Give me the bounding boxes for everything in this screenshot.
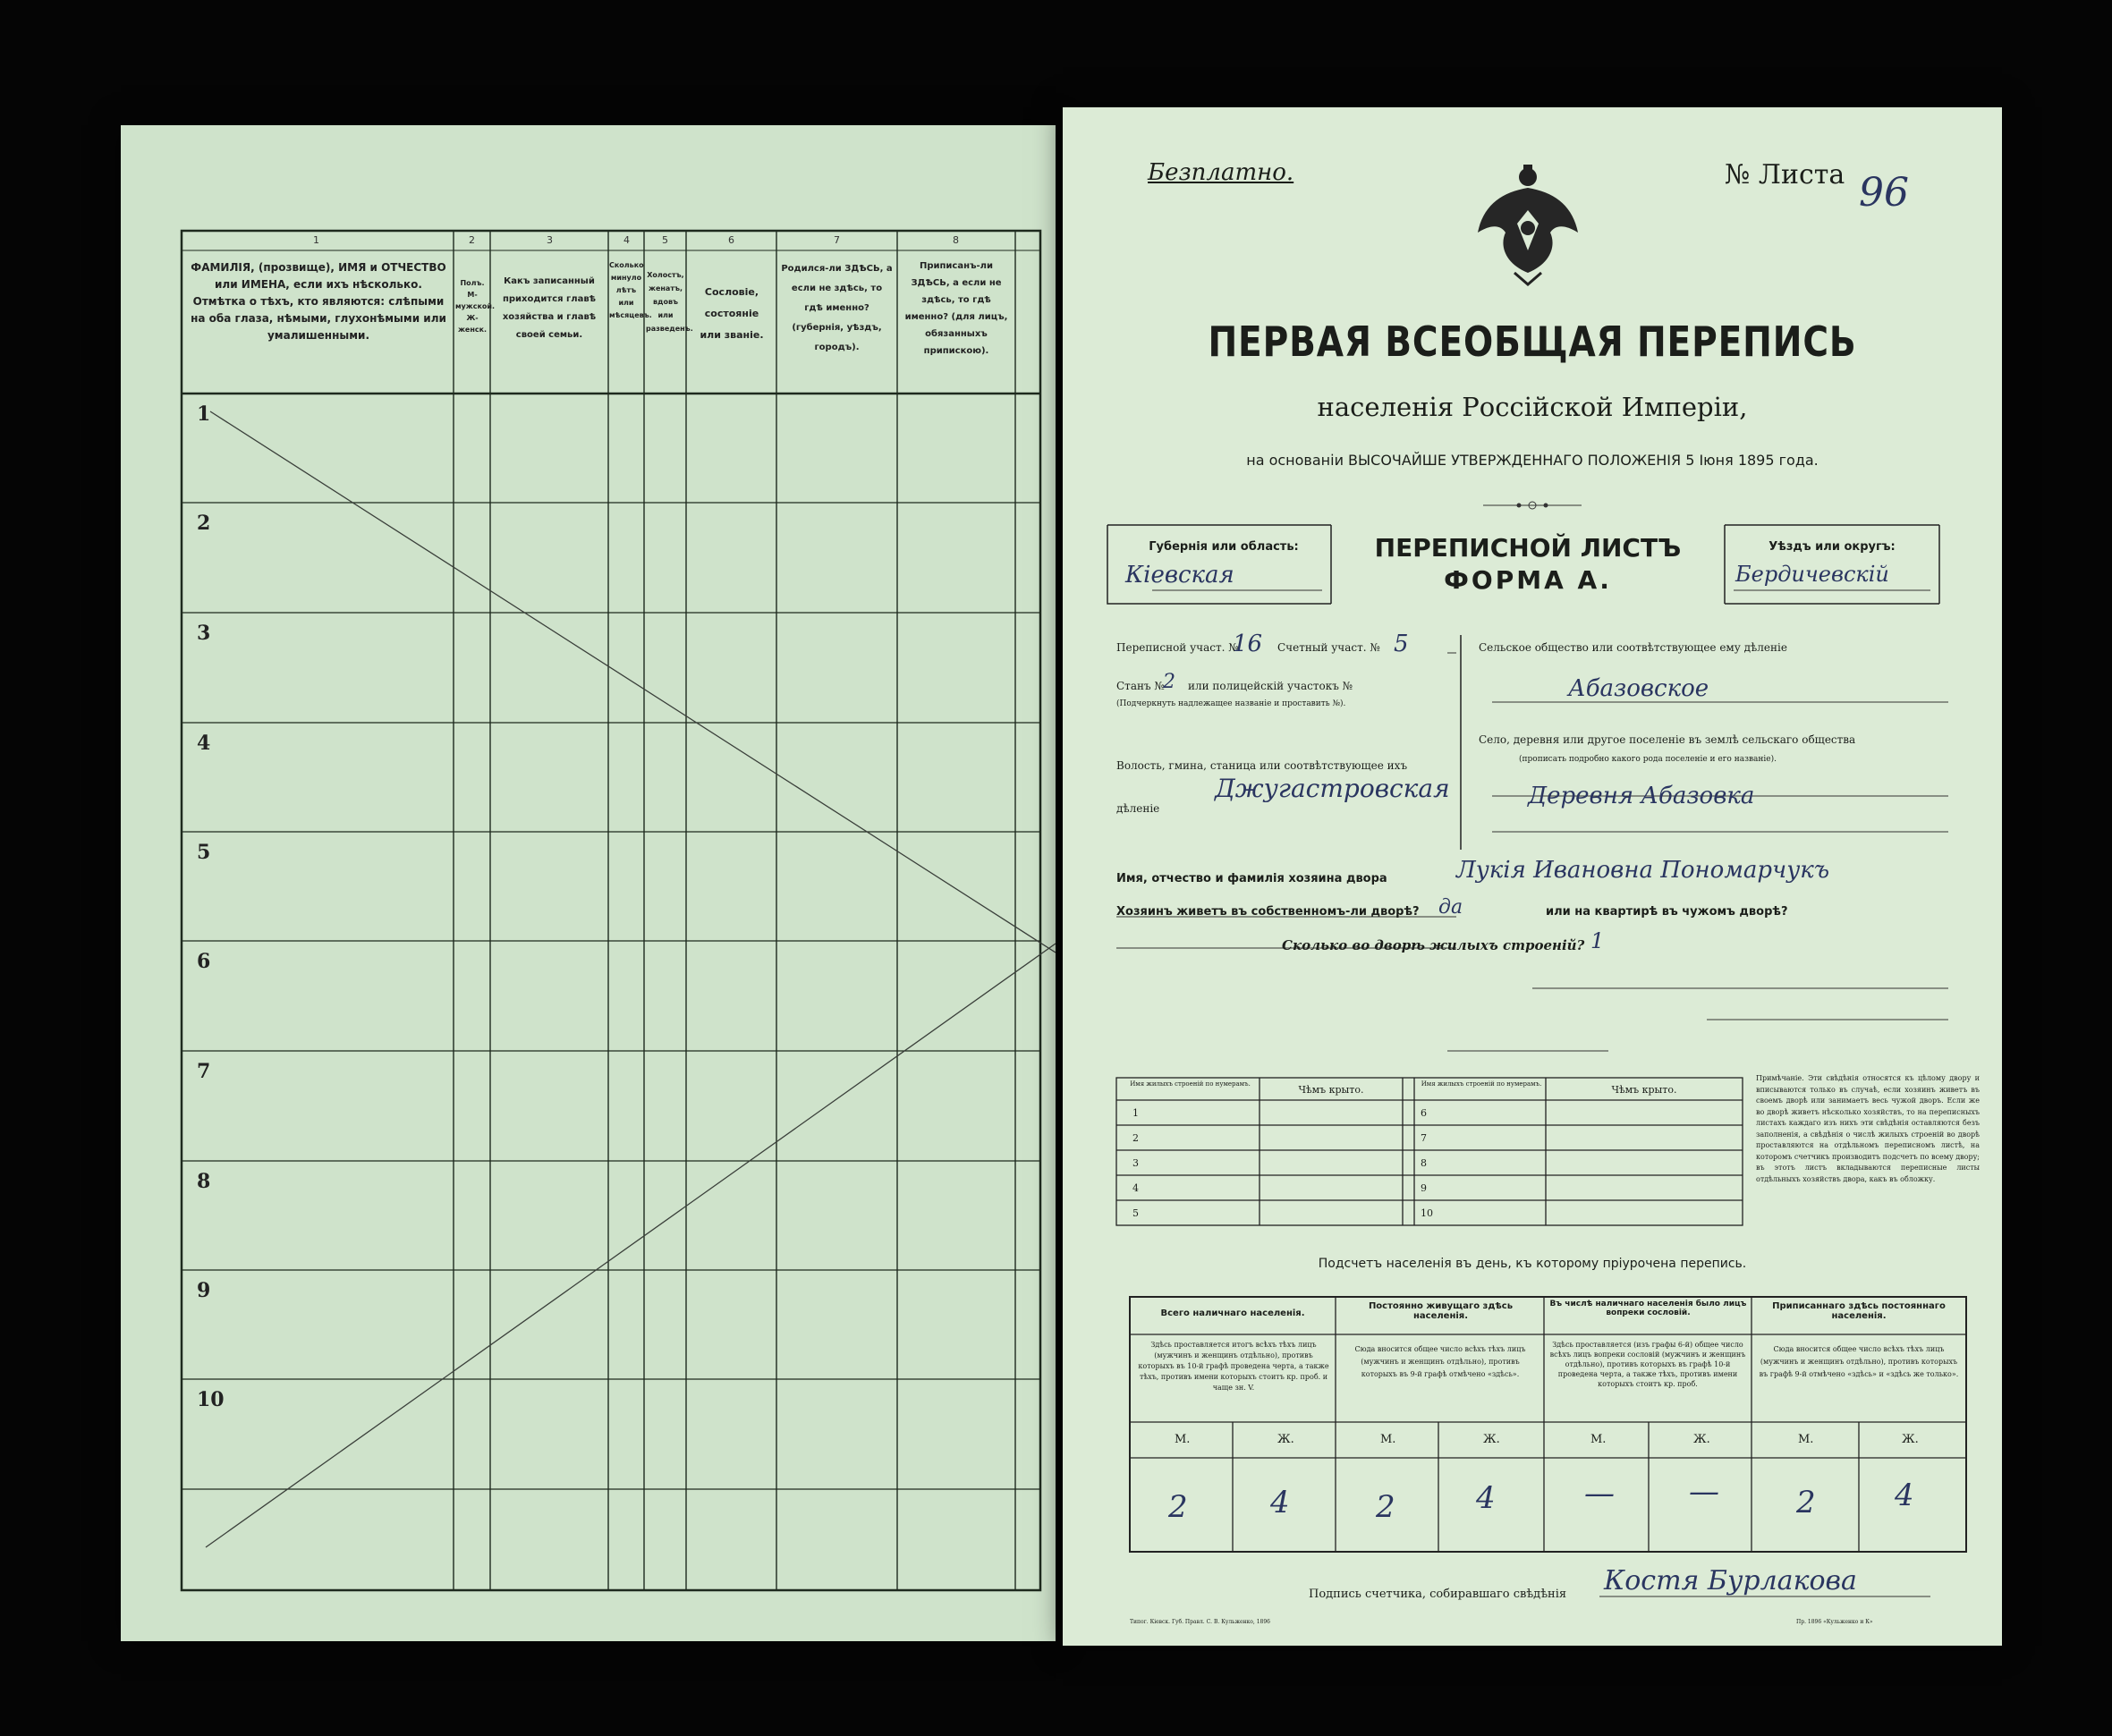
sex-m: М. bbox=[1380, 1433, 1396, 1446]
bld-col-roof: Чѣмъ крыто. bbox=[1611, 1084, 1677, 1096]
col-num-6: 6 bbox=[728, 234, 734, 246]
form-title-1: ПЕРЕПИСНОЙ ЛИСТЪ bbox=[1374, 533, 1682, 563]
header-birthplace: Родился-ли ЗДѢСЬ, а если не здѣсь, то гдѣ именно? (губернія, уѣздъ, городъ). bbox=[781, 264, 893, 352]
header-age: Сколько минуло лѣтъ или мѣсяцевъ. bbox=[609, 261, 652, 319]
tally-desc-registered: Сюда вносится общее число всѣхъ тѣхъ лицъ (мужчинъ и женщинъ отдѣльно), противъ которыхъ въ графѣ 9-й отмѣчено «здѣсь» и «здѣсь же только». bbox=[1759, 1345, 1959, 1378]
rural-value: Абазовское bbox=[1568, 675, 1709, 702]
tally-header-present: Всего наличнаго населенія. bbox=[1160, 1308, 1305, 1318]
header-sex: Полъ. М-мужской. Ж-женск. bbox=[455, 279, 496, 334]
signature-value: Костя Бурлакова bbox=[1604, 1565, 1857, 1596]
right-page bbox=[1063, 107, 2002, 1646]
printer-right: Пр. 1896 «Кульженко и К» bbox=[1796, 1619, 1873, 1625]
header-registered: Приписанъ-ли ЗДѢСЬ, а если не здѣсь, то гдѣ именно? (для лицъ, обязанныхъ припискою). bbox=[904, 261, 1008, 356]
left-page bbox=[121, 125, 1056, 1641]
header-name: ФАМИЛІЯ, (прозвище), ИМЯ и ОТЧЕСТВО или ИМЕНА, если ихъ нѣсколько. Отмѣтка о тѣхъ, кто являются: слѣпыми на оба глаза, нѣмыми, глухонѣмыми или умалишенными. bbox=[191, 261, 446, 342]
row-number: 7 bbox=[197, 1060, 211, 1083]
count-district-value: 5 bbox=[1394, 631, 1409, 657]
owner-label: Имя, отчество и фамилія хозяина двора bbox=[1116, 872, 1387, 885]
bld-col-name: Имя жилыхъ строеній по нумерамъ. bbox=[1130, 1080, 1251, 1088]
bld-row: 5 bbox=[1132, 1207, 1139, 1219]
bld-row: 1 bbox=[1132, 1107, 1139, 1119]
header-relation: Какъ записанный приходится главѣ хозяйства и главѣ своей семьи. bbox=[502, 276, 597, 340]
page-subtitle: населенія Россійской Имперіи, bbox=[1317, 392, 1748, 422]
header-marital: Холостъ, женатъ, вдовъ или разведенъ. bbox=[646, 271, 693, 333]
col-num-7: 7 bbox=[834, 234, 840, 246]
printer-left: Типог. Кіевск. Губ. Правл. С. В. Кульженко, 1896 bbox=[1130, 1619, 1270, 1625]
tally-value: 4 bbox=[1270, 1485, 1290, 1520]
sex-f: Ж. bbox=[1902, 1433, 1919, 1446]
bld-row: 3 bbox=[1132, 1157, 1139, 1169]
gubernia-label: Губернія или область: bbox=[1149, 540, 1299, 554]
tally-header-estates: Въ числѣ наличнаго населенія было лицъ вопреки сословій. bbox=[1549, 1300, 1747, 1317]
uezd-label: Уѣздъ или округъ: bbox=[1768, 540, 1896, 554]
sex-m: М. bbox=[1798, 1433, 1814, 1446]
own-yard-value: да bbox=[1438, 896, 1463, 919]
row-number: 4 bbox=[197, 732, 211, 755]
tally-title: Подсчетъ населенія въ день, къ которому пріурочена перепись. bbox=[1318, 1257, 1747, 1271]
buildings-question: Сколько во дворѣ жилыхъ строеній? bbox=[1282, 937, 1585, 953]
tally-header-registered: Приписаннаго здѣсь постояннаго населенія. bbox=[1772, 1301, 1946, 1321]
sex-m: М. bbox=[1590, 1433, 1607, 1446]
bld-row: 6 bbox=[1421, 1107, 1427, 1119]
col-num-5: 5 bbox=[662, 234, 668, 246]
gubernia-value: Кіевская bbox=[1125, 562, 1234, 589]
tally-value: 4 bbox=[1895, 1478, 1914, 1513]
tally-desc-estates: Здѣсь проставляется (изъ графы 6-й) общее число всѣхъ лицъ вопреки сословій (мужчинъ и женщинъ отдѣльно), противъ которыхъ въ графѣ 10-й проведена черта, а также тѣхъ, противъ имени которыхъ стоитъ кр. проб. bbox=[1549, 1341, 1746, 1388]
sex-f: Ж. bbox=[1277, 1433, 1294, 1446]
bld-col-name: Имя жилыхъ строеній по нумерамъ. bbox=[1421, 1080, 1542, 1088]
sheet-number-value: 96 bbox=[1859, 170, 1909, 216]
census-district-label: Переписной участ. № bbox=[1116, 641, 1239, 654]
volost-value: Джугастровская bbox=[1215, 774, 1450, 803]
sheet-number-label: № Листа bbox=[1725, 159, 1845, 191]
col-num-8: 8 bbox=[953, 234, 959, 246]
bld-col-roof: Чѣмъ крыто. bbox=[1298, 1084, 1364, 1096]
tally-desc-present: Здѣсь проставляется итогъ всѣхъ тѣхъ лицъ (мужчинъ и женщинъ отдѣльно), противъ которыхъ въ 10-й графѣ проведена черта, а также тѣхъ, противъ имени которыхъ стоитъ кр. проб. и чаще зн. V. bbox=[1138, 1341, 1329, 1392]
uezd-value: Бердичевскій bbox=[1735, 562, 1889, 587]
stan-value: 2 bbox=[1163, 671, 1175, 693]
row-number: 5 bbox=[197, 841, 211, 864]
signature-label: Подпись счетчика, собиравшаго свѣдѣнія bbox=[1309, 1588, 1567, 1601]
village-label: Село, деревня или другое поселеніе въ землѣ сельскаго общества bbox=[1479, 733, 1856, 746]
census-district-value: 16 bbox=[1233, 631, 1263, 657]
page-title: ПЕРВАЯ ВСЕОБЩАЯ ПЕРЕПИСЬ bbox=[1208, 318, 1857, 366]
tally-value: 2 bbox=[1168, 1489, 1188, 1525]
stan-note: (Подчеркнуть надлежащее названіе и проставить №). bbox=[1116, 699, 1346, 708]
row-number: 3 bbox=[197, 622, 211, 645]
bld-row: 10 bbox=[1421, 1207, 1433, 1219]
note-text: Примѣчаніе. Эти свѣдѣнія относятся къ цѣлому двору и вписываются только въ случаѣ, если хозяинъ живетъ въ своемъ дворѣ или занимаетъ весь чужой дворъ. Если же во дворѣ живетъ нѣсколько хозяйствъ, то на переписныхъ листахъ каждаго изъ нихъ эти свѣдѣнія оставляются безъ заполненія, а свѣдѣнія о числѣ жилыхъ строеній во дворѣ проставляются на отдѣльномъ переписномъ листѣ, на которомъ счетчикъ производитъ подсчетъ по всему двору; въ этотъ листъ вкладываются переписные листы отдѣльныхъ хозяйствъ двора, какъ въ обложку. bbox=[1756, 1074, 1980, 1183]
row-number: 6 bbox=[197, 950, 211, 973]
buildings-value: 1 bbox=[1590, 928, 1605, 953]
bld-row: 7 bbox=[1421, 1132, 1427, 1144]
police-label: или полицейскій участокъ № bbox=[1188, 680, 1353, 692]
bld-row: 2 bbox=[1132, 1132, 1139, 1144]
volost-label: Волость, гмина, станица или соотвѣтствующее ихъ дѣленіе bbox=[1116, 759, 1408, 815]
own-yard-label: Хозяинъ живетъ въ собственномъ-ли дворѣ? bbox=[1116, 905, 1420, 919]
tally-desc-permanent: Сюда вносится общее число всѣхъ тѣхъ лицъ (мужчинъ и женщинъ отдѣльно), противъ которыхъ въ 9-й графѣ отмѣчено «здѣсь». bbox=[1354, 1345, 1526, 1378]
village-value: Деревня Абазовка bbox=[1528, 783, 1755, 809]
rural-label: Сельское общество или соотвѣтствующее ему дѣленіе bbox=[1479, 641, 1787, 654]
row-number: 8 bbox=[197, 1170, 211, 1193]
stan-label: Станъ № bbox=[1116, 680, 1165, 692]
header-estate: Сословіе, состояніе или званіе. bbox=[700, 286, 764, 341]
bld-row: 4 bbox=[1132, 1182, 1139, 1194]
bld-row: 8 bbox=[1421, 1157, 1427, 1169]
row-number: 1 bbox=[197, 402, 211, 426]
count-district-label: Счетный участ. № bbox=[1277, 641, 1380, 654]
tally-value: — bbox=[1584, 1476, 1615, 1512]
rented-label: или на квартирѣ въ чужомъ дворѣ? bbox=[1546, 905, 1788, 919]
sex-f: Ж. bbox=[1483, 1433, 1500, 1446]
col-num-1: 1 bbox=[313, 234, 319, 246]
free-label: Безплатно. bbox=[1148, 159, 1294, 186]
form-title-2: ФОРМА А. bbox=[1444, 565, 1612, 595]
row-number: 10 bbox=[197, 1388, 225, 1411]
col-num-4: 4 bbox=[623, 234, 630, 246]
sex-f: Ж. bbox=[1693, 1433, 1710, 1446]
row-number: 2 bbox=[197, 512, 211, 535]
village-note: (прописать подробно какого рода поселеніе и его названіе). bbox=[1519, 755, 1777, 764]
basis-line: на основаніи ВЫСОЧАЙШЕ УТВЕРЖДЕННАГО ПОЛОЖЕНІЯ 5 Іюня 1895 года. bbox=[1246, 452, 1819, 469]
tally-value: — bbox=[1689, 1474, 1719, 1510]
tally-value: 2 bbox=[1376, 1489, 1395, 1525]
col-num-2: 2 bbox=[469, 234, 475, 246]
col-num-3: 3 bbox=[547, 234, 553, 246]
owner-value: Лукія Ивановна Пономарчукъ bbox=[1456, 857, 1830, 884]
row-number: 9 bbox=[197, 1279, 211, 1302]
tally-value: 2 bbox=[1796, 1485, 1816, 1520]
sex-m: М. bbox=[1175, 1433, 1191, 1446]
bld-row: 9 bbox=[1421, 1182, 1427, 1194]
tally-value: 4 bbox=[1476, 1480, 1496, 1516]
tally-header-permanent: Постоянно живущаго здѣсь населенія. bbox=[1368, 1301, 1514, 1321]
